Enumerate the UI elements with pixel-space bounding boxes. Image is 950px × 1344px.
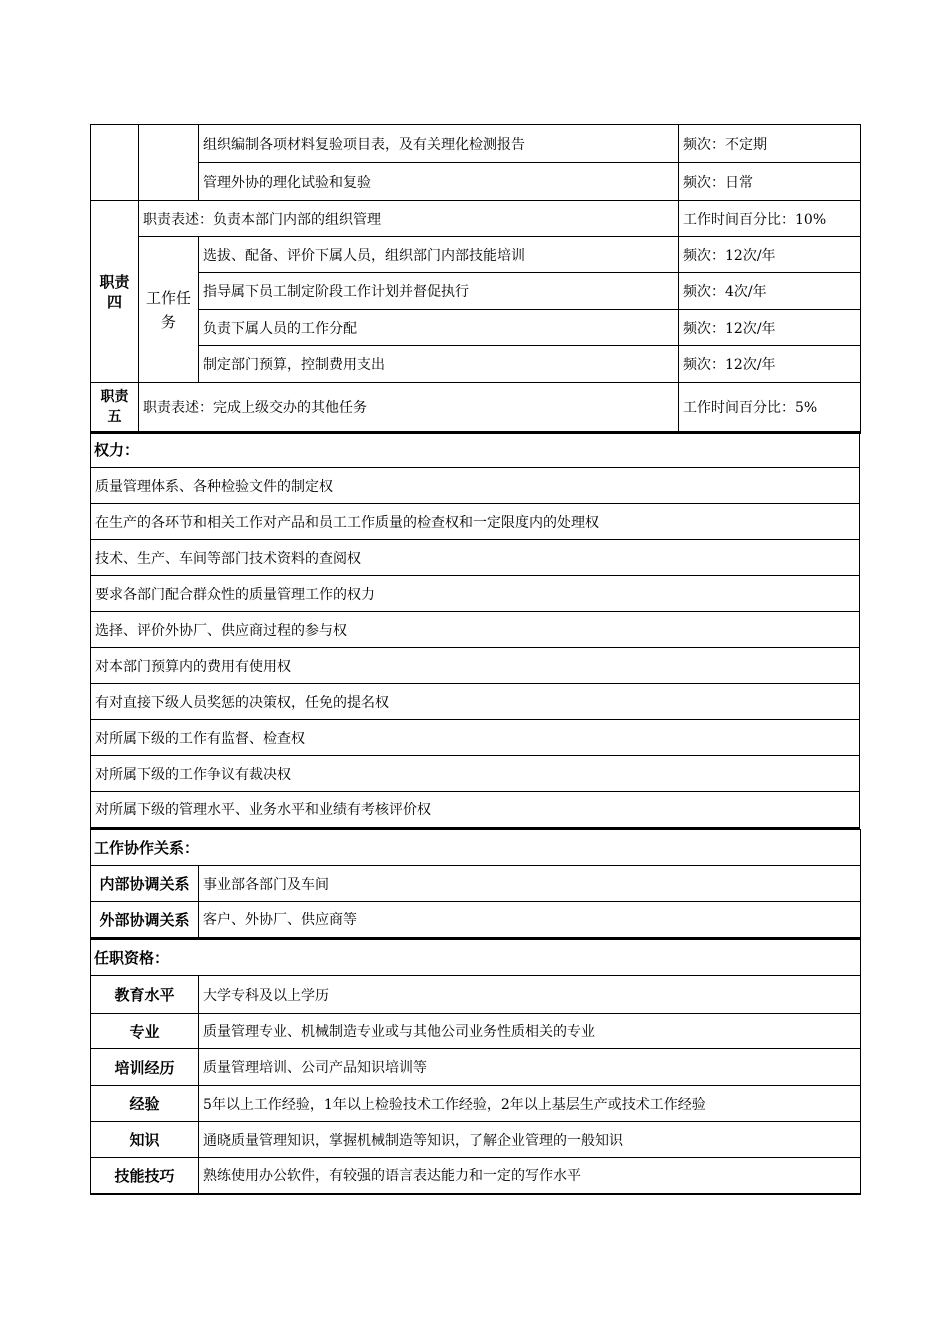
duty4-label: 职责四 [91,201,139,383]
power-item: 对所属下级的工作有监督、检查权 [91,720,860,756]
qual-label: 经验 [91,1086,199,1122]
qual-row [91,1122,861,1158]
duty-table [90,124,861,434]
coop-label: 外部协调关系 [91,902,199,938]
qual-label: 专业 [91,1014,199,1049]
task-frequency: 频次：不定期 [679,125,861,163]
duty5-label: 职责五 [91,383,139,433]
duty-prev-task-label [139,125,199,201]
power-item: 技术、生产、车间等部门技术资料的查阅权 [91,540,860,576]
task-text: 选拔、配备、评价下属人员，组织部门内部技能培训 [199,237,679,273]
coop-label: 内部协调关系 [91,866,199,902]
task-text: 负责下属人员的工作分配 [199,310,679,346]
task-text: 组织编制各项材料复验项目表，及有关理化检测报告 [199,125,679,163]
power-item: 质量管理体系、各种检验文件的制定权 [91,468,860,504]
duty4-desc-row [91,201,861,237]
qual-value: 通晓质量管理知识，掌握机械制造等知识，了解企业管理的一般知识 [199,1122,861,1158]
qual-value: 质量管理专业、机械制造专业或与其他公司业务性质相关的专业 [199,1014,861,1049]
duty5-time-percent: 工作时间百分比：5% [679,383,861,433]
coop-row [91,902,861,938]
task-text: 管理外协的理化试验和复验 [199,163,679,201]
power-item: 对本部门预算内的费用有使用权 [91,648,860,684]
duty-prev-label [91,125,139,201]
duty5-description: 职责表述：完成上级交办的其他任务 [139,383,679,433]
duty4-task-label: 工作任务 [139,237,199,383]
power-item: 在生产的各环节和相关工作对产品和员工工作质量的检查权和一定限度内的处理权 [91,504,860,540]
qual-title: 任职资格： [91,940,861,976]
qual-row [91,976,861,1014]
task-frequency: 频次：4次/年 [679,273,861,310]
qual-row [91,1158,861,1194]
qual-row [91,1086,861,1122]
coop-value: 事业部各部门及车间 [199,866,861,902]
qual-label: 教育水平 [91,976,199,1014]
power-table [90,431,860,829]
power-item: 对所属下级的管理水平、业务水平和业绩有考核评价权 [91,792,860,828]
duty5-row [91,383,861,433]
qual-row [91,1049,861,1086]
coop-title: 工作协作关系： [91,830,861,866]
power-title: 权力： [91,432,860,468]
duty4-time-percent: 工作时间百分比：10% [679,201,861,237]
task-frequency: 频次：12次/年 [679,237,861,273]
qual-value: 质量管理培训、公司产品知识培训等 [199,1049,861,1086]
qual-value: 熟练使用办公软件，有较强的语言表达能力和一定的写作水平 [199,1158,861,1194]
qual-value: 5年以上工作经验，1年以上检验技术工作经验，2年以上基层生产或技术工作经验 [199,1086,861,1122]
power-item: 要求各部门配合群众性的质量管理工作的权力 [91,576,860,612]
task-text: 制定部门预算，控制费用支出 [199,346,679,383]
duty4-description: 职责表述：负责本部门内部的组织管理 [139,201,679,237]
coop-row [91,866,861,902]
task-row [91,125,861,163]
task-frequency: 频次：12次/年 [679,346,861,383]
task-row [91,310,861,346]
coop-value: 客户、外协厂、供应商等 [199,902,861,938]
qual-row [91,1014,861,1049]
qual-label: 知识 [91,1122,199,1158]
power-item: 有对直接下级人员奖惩的决策权，任免的提名权 [91,684,860,720]
task-row [91,273,861,310]
task-row [91,237,861,273]
task-frequency: 频次：日常 [679,163,861,201]
qual-value: 大学专科及以上学历 [199,976,861,1014]
task-text: 指导属下员工制定阶段工作计划并督促执行 [199,273,679,310]
qual-label: 技能技巧 [91,1158,199,1194]
task-row [91,346,861,383]
coop-table [90,829,861,939]
qual-table [90,939,861,1195]
power-item: 选择、评价外协厂、供应商过程的参与权 [91,612,860,648]
task-frequency: 频次：12次/年 [679,310,861,346]
qual-label: 培训经历 [91,1049,199,1086]
power-item: 对所属下级的工作争议有裁决权 [91,756,860,792]
task-row [91,163,861,201]
